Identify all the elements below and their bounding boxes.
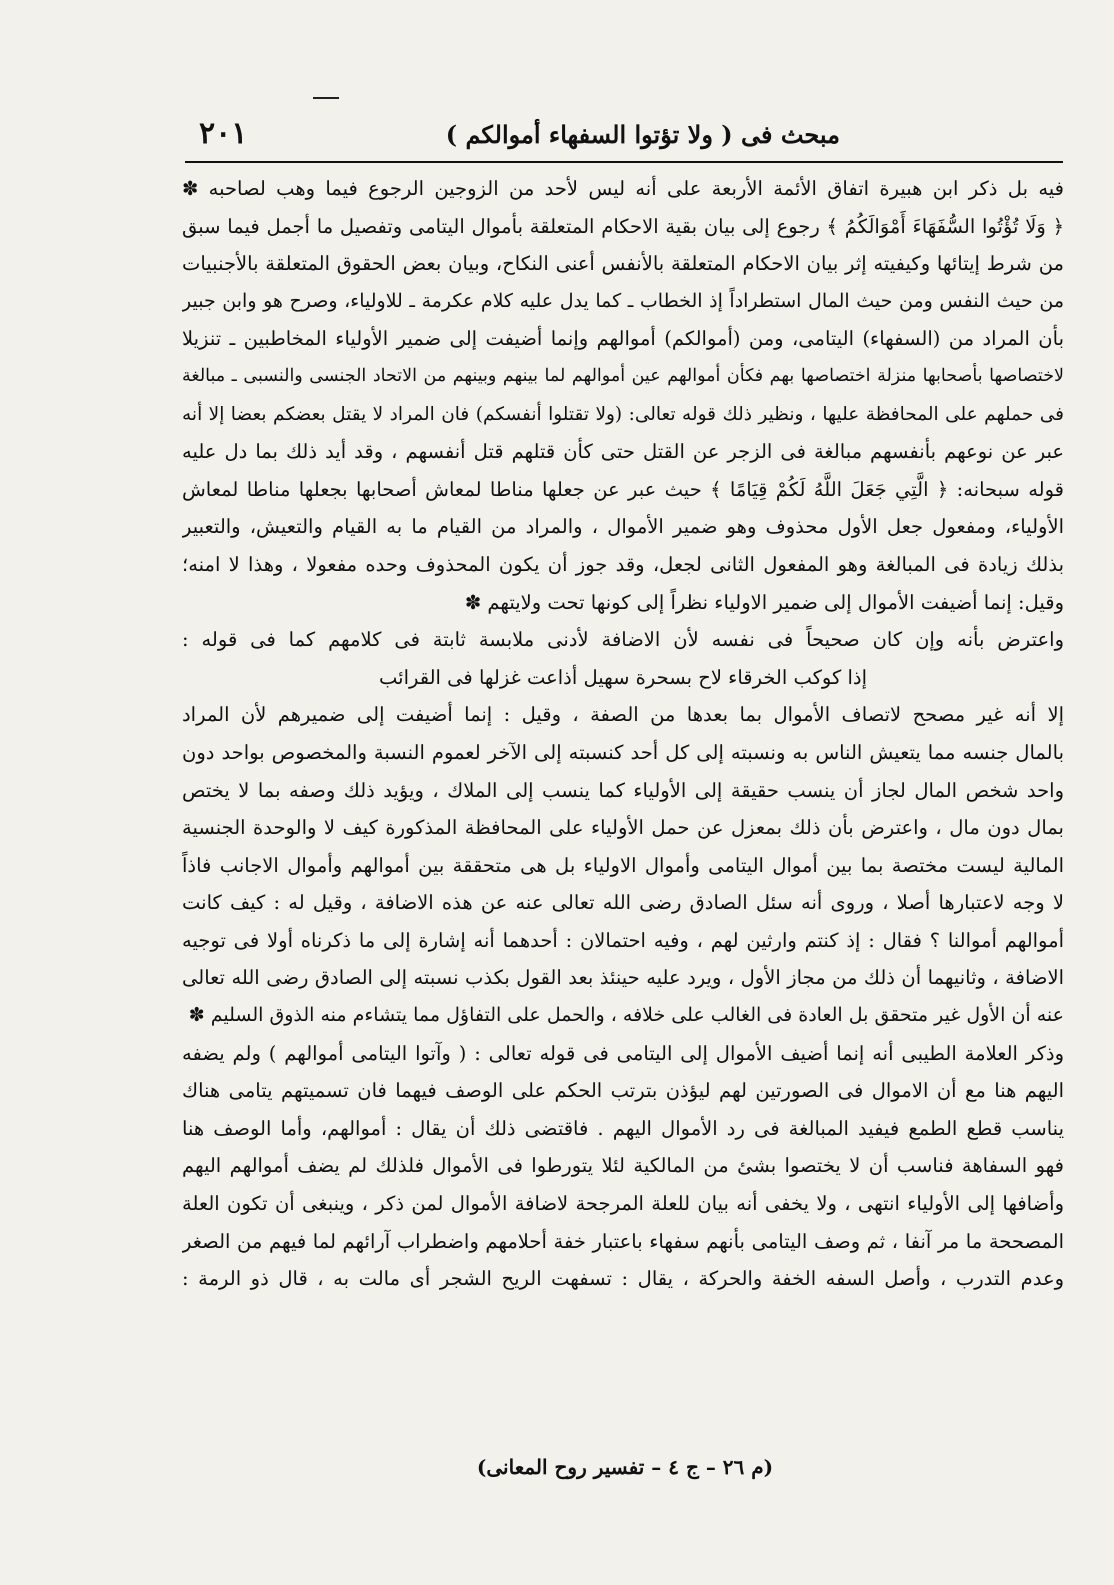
header-divider bbox=[185, 161, 1063, 163]
text-line: وأضافها إلى الأولياء انتهى ، ولا يخفى أنه بيان للعلة المرجحة لاضافة الأموال لمن ذكر ، وينبغى أن تكون العلة bbox=[182, 1192, 1064, 1216]
text-line: يناسب قطع الطمع فيفيد المبالغة فى رد الأموال اليهم . فاقتضى ذلك أن يقال : أموالهم، وأما الوصف هنا bbox=[182, 1116, 1064, 1140]
text-line: من شرط إيتائها وكيفيته إثر بيان الاحكام المتعلقة بالأنفس أعنى النكاح، وبيان بعض الحقوق المتعلقة بالأجنبيات bbox=[182, 252, 1064, 276]
text-line: المصححة ما مر آنفا ، ثم وصف اليتامى بأنهم سفهاء باعتبار خفة أحلامهم واضطراب آرائهم لما فيهم من الصغر bbox=[182, 1229, 1064, 1253]
top-dash-mark bbox=[313, 97, 339, 99]
text-line: اليهم هنا مع أن الاموال فى الصورتين لهم ليؤذن بترتب الحكم على الوصف فيهما فان تسميتهم يتامى هناك bbox=[182, 1079, 1064, 1103]
text-line: لا وجه لاعتبارها أصلا ، وروى أنه سئل الصادق رضى الله تعالى عنه عن هذه الاضافة ، وقيل له : كيف كانت bbox=[182, 891, 1064, 915]
text-line: واحد شخص المال لجاز أن ينسب حقيقة إلى الأولياء كما ينسب إلى الملاك ، ويؤيد ذلك وصفه بما لا يختص bbox=[182, 778, 1064, 802]
text-line: ﴿ وَلَا تُؤْتُوا السُّفَهَاءَ أَمْوَالَكُمُ ﴾ رجوع إلى بيان بقية الاحكام المتعلقة بأموال اليتامى وتفصيل ما أجمل فيما سبق bbox=[182, 214, 1064, 238]
footer-signature: (م ٢٦ – ج ٤ – تفسير روح المعانى) bbox=[476, 1455, 774, 1479]
page-header bbox=[185, 116, 1065, 156]
text-line: من حيث النفس ومن حيث المال استطراداً إذ الخطاب ـ كما يدل عليه كلام عكرمة ـ للاولياء، وصرح هو وابن جبير bbox=[182, 289, 1064, 312]
page-number: ٢٠١ bbox=[199, 116, 248, 151]
text-line: وقيل: إنما أضيفت الأموال إلى ضمير الاولياء نظراً إلى كونها تحت ولايتهم ✽ bbox=[464, 590, 1064, 614]
text-line: بذلك زيادة فى المبالغة وهو المفعول الثانى لجعل، وقد جوز أن يكون المحذوف وحده مفعولا ، وهذا لا امنه؛ bbox=[182, 552, 1064, 576]
text-line: فى حملهم على المحافظة عليها ، ونظير ذلك قوله تعالى: (ولا تقتلوا أنفسكم) فان المراد لا يقتل بعضكم بعضا إلا أنه bbox=[182, 403, 1064, 425]
text-line: بمال دون مال ، واعترض بأن ذلك بمعزل عن حمل الأولياء على المحافظة المذكورة كيف لا والوحدة الجنسية bbox=[182, 816, 1064, 840]
text-line: فيه بل ذكر ابن هبيرة اتفاق الأئمة الأربعة على أنه ليس لأحد من الزوجين الرجوع فيما وهب لصاحبه ✽ bbox=[182, 177, 1064, 200]
text-line: عنه أن الأول غير متحقق بل العادة فى الغالب على خلافه ، والحمل على التفاؤل مما يتشاءم منه الذوق السليم ✽ bbox=[188, 1004, 1064, 1027]
text-line: الأولياء، ومفعول جعل الأول محذوف وهو ضمير الأموال ، والمراد من القيام ما به القيام والتعيش، والتعبير bbox=[182, 515, 1064, 539]
text-line: المالية ليست مختصة بما بين أموال اليتامى وأموال الاولياء بل هى متحققة بين أموالهم وأموال الاجانب فاذاً bbox=[182, 853, 1064, 877]
text-line: الاضافة ، وثانيهما أن ذلك من مجاز الأول ، ويرد عليه حينئذ بعد القول بكذب نسبته إلى الصادق رضى الله تعالى bbox=[182, 966, 1064, 990]
text-line: بالمال جنسه مما يتعيش الناس به ونسبته إلى كل أحد كنسبته إلى الآخر لعموم النسبة والمخصوص بواحد دون bbox=[182, 740, 1064, 764]
text-line: إلا أنه غير مصحح لاتصاف الأموال بما بعدها من الصفة ، وقيل : إنما أضيفت إلى ضميرهم لأن المراد bbox=[182, 703, 1064, 727]
text-line: وعدم التدرب ، وأصل السفه الخفة والحركة ، يقال : تسفهت الريح الشجر أى مالت به ، قال ذو الرمة : bbox=[182, 1267, 1064, 1291]
poetry-verse: إذا كوكب الخرقاء لاح بسحرة سهيل أذاعت غزلها فى القرائب bbox=[379, 665, 867, 689]
text-line: فهو السفاهة فناسب أن لا يختصوا بشئ من المالكية لئلا يتورطوا فى الأموال فلذلك لم يضف أموالهم اليهم bbox=[182, 1154, 1064, 1178]
text-line: وذكر العلامة الطيبى أنه إنما أضيف الأموال إلى اليتامى فى قوله تعالى : ( وآتوا اليتامى أموالهم ) ولم يضفه bbox=[182, 1041, 1064, 1065]
body-text bbox=[182, 170, 1064, 1298]
text-line: بأن المراد من (السفهاء) اليتامى، ومن (أموالكم) أموالهم وإنما أضيفت إلى ضمير الأولياء المخاطبين ـ تنزيلا bbox=[182, 327, 1064, 351]
text-line: قوله سبحانه: ﴿ الَّتِي جَعَلَ اللَّهُ لَكُمْ قِيَامًا ﴾ حيث عبر عن جعلها مناطا لمعاش أصحابها بجعلها مناطا لمعاش bbox=[182, 477, 1064, 501]
text-line: لاختصاصها بأصحابها منزلة اختصاصها بهم فكأن أموالهم عين أموالهم لما بينهم وبينهم من الاتحاد الجنسى والنسبى ـ مبالغة bbox=[182, 365, 1064, 386]
text-line: عبر عن نوعهم بأنفسهم مبالغة فى الزجر عن القتل حتى كأن قتلهم قتل أنفسهم ، وقد أيد ذلك بما دل عليه bbox=[182, 440, 1064, 464]
text-line: أموالهم أموالنا ؟ فقال : إذ كنتم وارثين لهم ، وفيه احتمالان : أحدهما أنه إشارة إلى ما ذكرناه أولا فى توجيه bbox=[182, 928, 1064, 952]
running-title: مبحث فى ( ولا تؤتوا السفهاء أموالكم ) bbox=[445, 120, 840, 149]
text-line: واعترض بأنه وإن كان صحيحاً فى نفسه لأن الاضافة لأدنى ملابسة ثابتة فى كلامهم كما فى قوله : bbox=[182, 628, 1064, 652]
